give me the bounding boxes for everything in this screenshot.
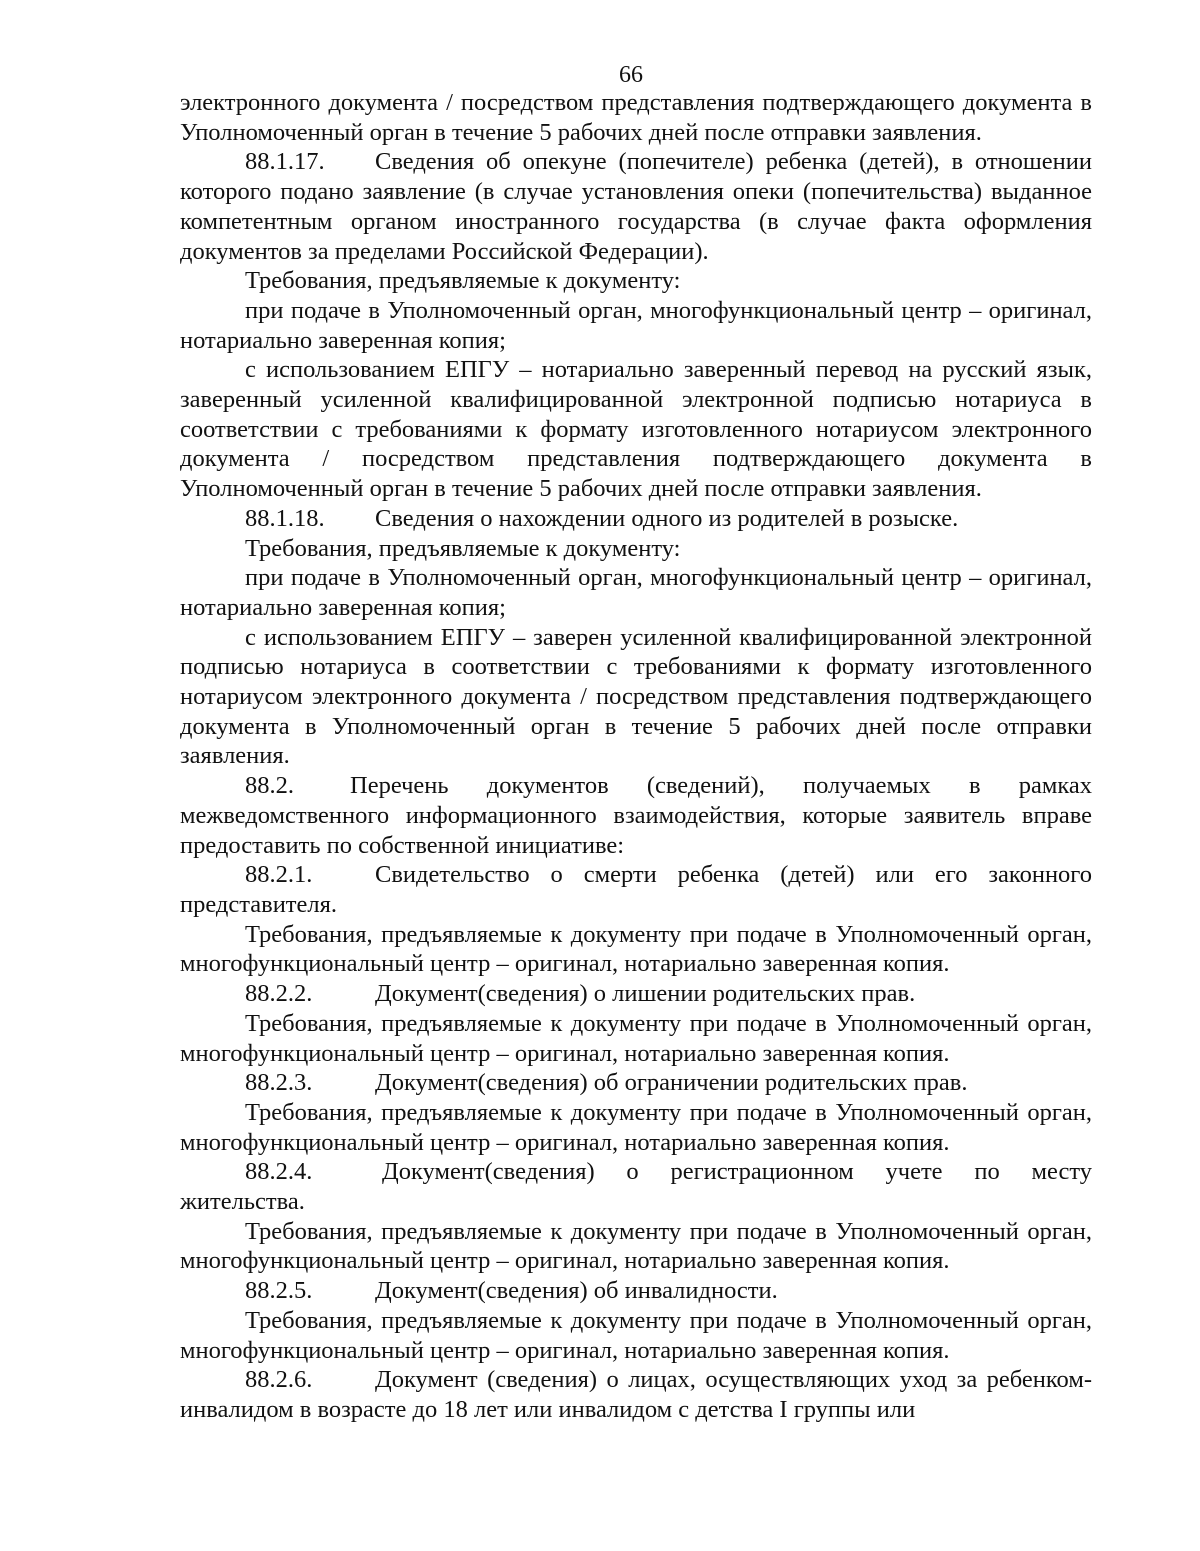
numbered-paragraph <box>180 860 1092 919</box>
paragraph-text: с использованием ЕПГУ – нотариально заверенный перевод на русский язык, заверенный усиленной квалифицированной электронной подписью нотариуса в соответствии с требованиями к формату изготовленного нотариусом электронного документа / посредством представления подтверждающего документа в Уполномоченный орган в течение 5 рабочих дней после отправки заявления. <box>180 356 1092 503</box>
paragraph-text: Сведения о нахождении одного из родителей в розыске. <box>375 504 959 532</box>
paragraph-text: Сведения об опекуне (попечителе) ребенка (детей), в отношении которого подано заявление (в случае установления опеки (попечительства) выданное компетентным органом иностранного государства (в случае факта оформления документов за пределами Российской Федерации). <box>180 148 1092 265</box>
paragraph <box>180 1217 1092 1276</box>
paragraph-text: при подаче в Уполномоченный орган, многофункциональный центр – оригинал, нотариально заверенная копия; <box>180 296 1092 354</box>
paragraph-text: Требования, предъявляемые к документу: <box>245 534 681 562</box>
paragraph <box>180 920 1092 979</box>
paragraph-text: Документ(сведения) об инвалидности. <box>375 1277 778 1305</box>
paragraph <box>180 266 1092 296</box>
paragraph-text: Требования, предъявляемые к документу при подаче в Уполномоченный орган, многофункциональный центр – оригинал, нотариально заверенная копия. <box>180 1098 1092 1156</box>
paragraph <box>180 296 1092 355</box>
paragraph <box>180 563 1092 622</box>
page-number: 66 <box>619 62 643 88</box>
paragraph-number: 88.2.3. <box>245 1069 313 1097</box>
paragraph <box>180 1009 1092 1068</box>
numbered-paragraph <box>180 1157 1092 1216</box>
paragraph <box>180 88 1092 147</box>
paragraph-text: Документ(сведения) об ограничении родительских прав. <box>375 1069 968 1097</box>
paragraph-text: Документ(сведения) о регистрационном учете по месту жительства. <box>180 1158 1092 1216</box>
numbered-paragraph <box>180 1365 1092 1424</box>
paragraph-number: 88.2.6. <box>245 1366 313 1394</box>
paragraph-number: 88.2. <box>245 772 294 800</box>
paragraph-number: 88.2.5. <box>245 1277 313 1305</box>
numbered-paragraph <box>180 504 1092 534</box>
document-body <box>180 88 1092 1425</box>
numbered-paragraph <box>180 147 1092 266</box>
paragraph <box>180 1098 1092 1157</box>
paragraph-number: 88.1.17. <box>245 148 325 176</box>
paragraph-text: электронного документа / посредством представления подтверждающего документа в Уполномоченный орган в течение 5 рабочих дней после отправки заявления. <box>180 89 1092 146</box>
paragraph-text: Требования, предъявляемые к документу: <box>245 267 681 295</box>
paragraph <box>180 355 1092 504</box>
paragraph-text: Свидетельство о смерти ребенка (детей) или его законного представителя. <box>180 861 1092 918</box>
numbered-paragraph <box>180 979 1092 1009</box>
paragraph-number: 88.2.1. <box>245 861 313 889</box>
paragraph-text: Требования, предъявляемые к документу при подаче в Уполномоченный орган, многофункциональный центр – оригинал, нотариально заверенная копия. <box>180 1009 1092 1067</box>
paragraph-text: Требования, предъявляемые к документу при подаче в Уполномоченный орган, многофункциональный центр – оригинал, нотариально заверенная копия. <box>180 920 1092 978</box>
paragraph-text: Требования, предъявляемые к документу при подаче в Уполномоченный орган, многофункциональный центр – оригинал, нотариально заверенная копия. <box>180 1217 1092 1275</box>
numbered-paragraph <box>180 1276 1092 1306</box>
paragraph-text: Документ(сведения) о лишении родительских прав. <box>375 980 916 1008</box>
paragraph-text: с использованием ЕПГУ – заверен усиленной квалифицированной электронной подписью нотариуса в соответствии с требованиями к формату изготовленного нотариусом электронного документа / посредством представления подтверждающего документа в Уполномоченный орган в течение 5 рабочих дней после отправки заявления. <box>180 623 1092 770</box>
paragraph-number: 88.2.2. <box>245 980 313 1008</box>
paragraph-text: Перечень документов (сведений), получаемых в рамках межведомственного информационного взаимодействия, которые заявитель вправе предоставить по собственной инициативе: <box>180 772 1092 859</box>
paragraph-number: 88.2.4. <box>245 1158 313 1186</box>
numbered-paragraph <box>180 1068 1092 1098</box>
paragraph-text: Документ (сведения) о лицах, осуществляющих уход за ребенком-инвалидом в возрасте до 18 лет или инвалидом с детства I группы или <box>180 1366 1092 1423</box>
numbered-paragraph <box>180 771 1092 860</box>
paragraph-number: 88.1.18. <box>245 504 325 532</box>
paragraph <box>180 623 1092 772</box>
paragraph-text: при подаче в Уполномоченный орган, многофункциональный центр – оригинал, нотариально заверенная копия; <box>180 564 1092 621</box>
paragraph <box>180 1306 1092 1365</box>
paragraph-text: Требования, предъявляемые к документу при подаче в Уполномоченный орган, многофункциональный центр – оригинал, нотариально заверенная копия. <box>180 1306 1092 1364</box>
paragraph <box>180 534 1092 564</box>
